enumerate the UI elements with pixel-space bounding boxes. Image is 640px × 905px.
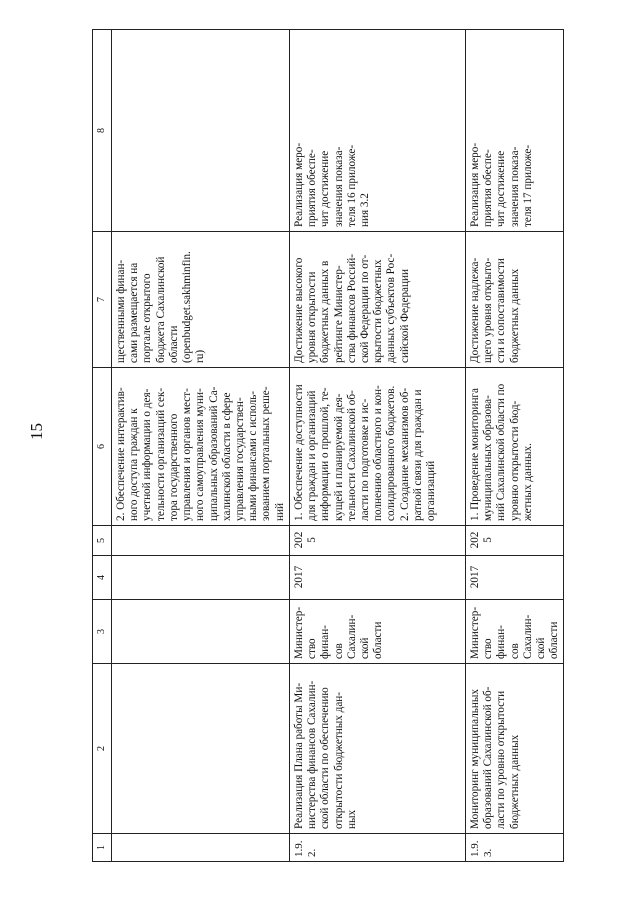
header-cell: 8 [93, 30, 112, 232]
header-cell: 2 [93, 664, 112, 834]
description: 1. Обеспечение доступности для граждан и организаций информации о прошлой, те- кущей и планируемой дея- тельности Сахалинской об- ласти по подготовке и ис- полнению областного и кон- солидированного бюджетов. 2. Создание механизмов об- ратной связи для граждан и организаций [289, 368, 465, 526]
start-year: 2017 [289, 556, 465, 600]
measure-name: Мониторинг муниципальных образований Сахалинской об- ласти по уровню открытости бюджетных данных [465, 664, 564, 834]
header-cell: 6 [93, 368, 112, 526]
table-row [112, 30, 290, 862]
description: 2. Обеспечение интерактив- ного доступа граждан к учетной информации о дея- тельности организаций сек- тора государственного управления и органов мест- ного самоуправления муни- ципальных образований Са- халинской области в сфере управления государствен- ными финансами с исполь- зованием портальных реше- ний [112, 368, 290, 526]
measure-name [112, 664, 290, 834]
description: 1. Проведение мониторинга муниципальных образова- ний Сахалинской области по уровню открытости бюд- жетных данных. [465, 368, 564, 526]
header-cell: 1 [93, 834, 112, 862]
rotated-table-container [92, 30, 561, 862]
header-row [93, 30, 112, 862]
expected-result: щественными финан- сами размещается на портале открытого бюджета Сахалинской области (openbudget.sakhminfin. ru) [112, 232, 290, 368]
start-year: 2017 [465, 556, 564, 600]
page-number: 15 [27, 423, 46, 440]
table-row [289, 30, 465, 862]
header-cell: 3 [93, 600, 112, 664]
responsible [112, 600, 290, 664]
row-number: 1.9.3. [465, 834, 564, 862]
responsible: Министер- ство финан- сов Сахалин- ской области [465, 600, 564, 664]
measure-name: Реализация Плана работы Ми- нистерства финансов Сахалин- ской области по обеспечению открытости бюджетных дан- ных [289, 664, 465, 834]
indicator-link [112, 30, 290, 232]
expected-result: Достижение высокого уровня открытости бюджетных данных в рейтинге Министер- ства финансов Россий- ской Федерации по от- крытости бюджетных данных субъектов Рос- сийской Федерации [289, 232, 465, 368]
measures-table [92, 29, 564, 862]
start-year [112, 556, 290, 600]
responsible: Министер- ство финан- сов Сахалин- ской области [289, 600, 465, 664]
end-year [112, 526, 290, 556]
expected-result: Достижение надлежа- щего уровня открыто- сти и сопоставимости бюджетных данных [465, 232, 564, 368]
table-row [465, 30, 564, 862]
indicator-link: Реализация меро- приятия обеспе- чит достижение значения показа- теля 16 приложе- ния 3.2 [289, 30, 465, 232]
header-cell: 5 [93, 526, 112, 556]
end-year: 2025 [465, 526, 564, 556]
indicator-link: Реализация меро- приятия обеспе- чит достижение значения показа- теля 17 приложе- [465, 30, 564, 232]
row-number [112, 834, 290, 862]
end-year: 2025 [289, 526, 465, 556]
header-cell: 4 [93, 556, 112, 600]
row-number: 1.9.2. [289, 834, 465, 862]
header-cell: 7 [93, 232, 112, 368]
